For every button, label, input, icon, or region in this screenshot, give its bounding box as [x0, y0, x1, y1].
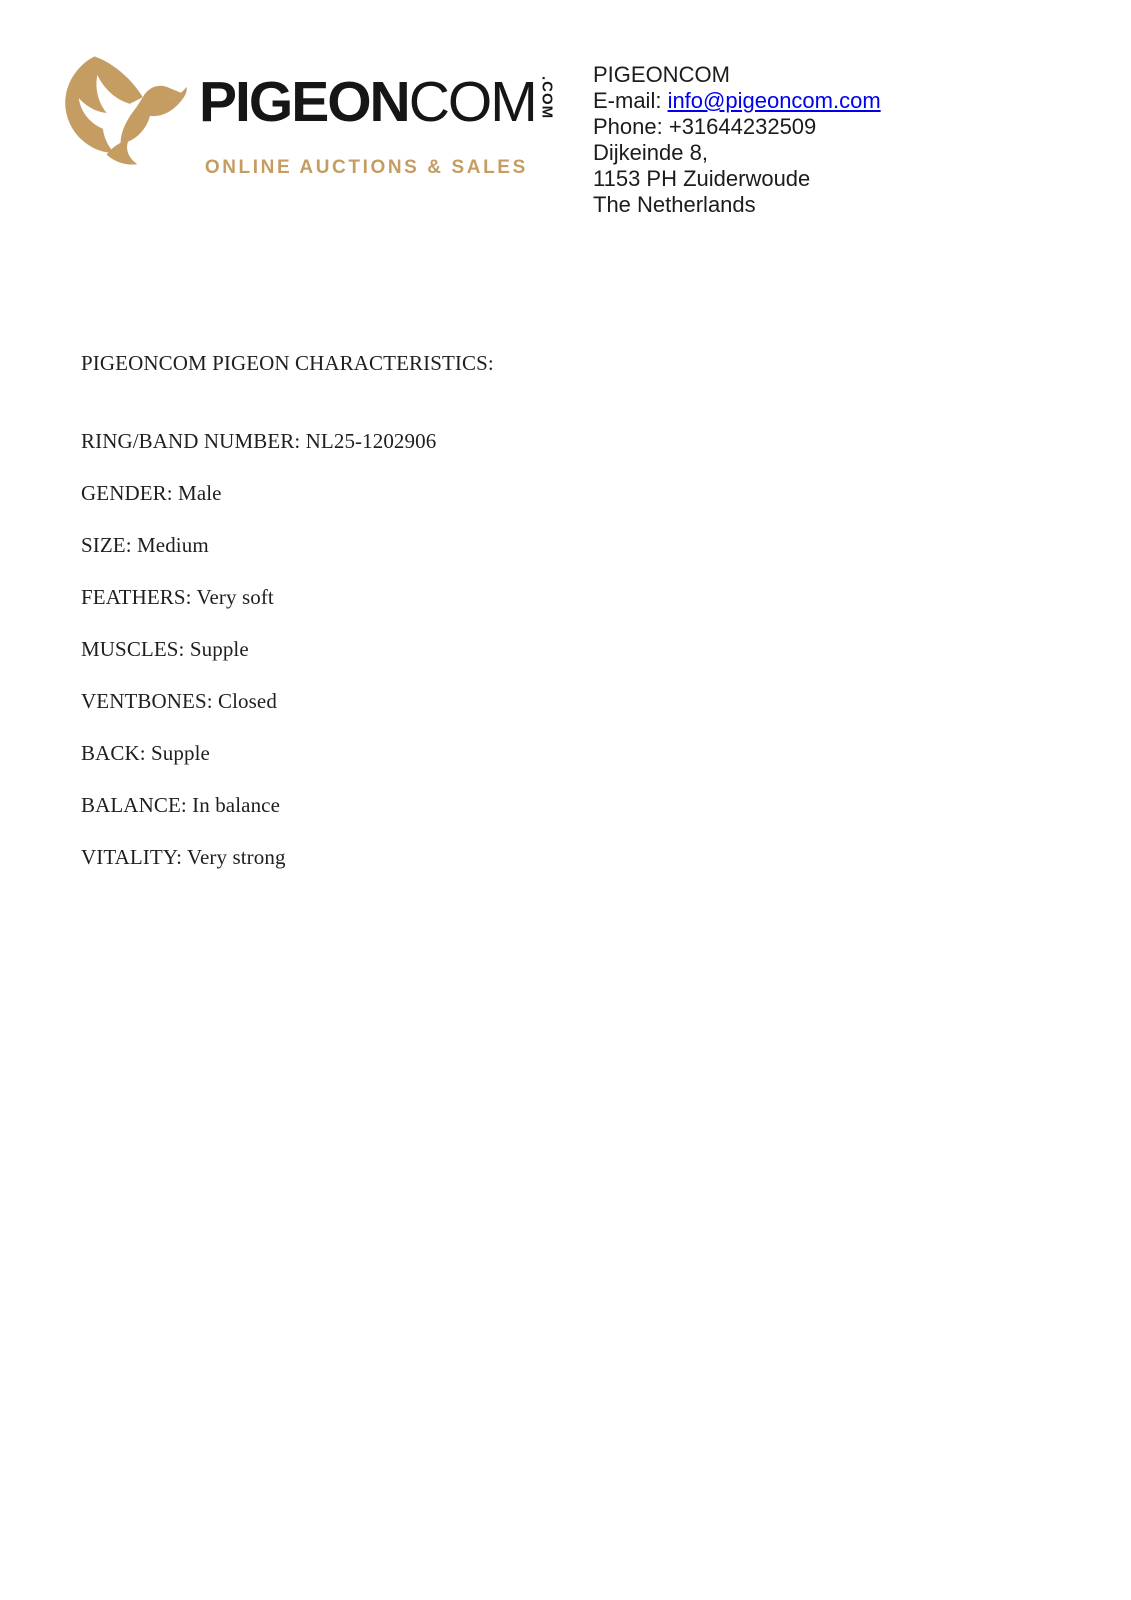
- brand-tagline: ONLINE AUCTIONS & SALES: [204, 157, 528, 178]
- characteristic-vitality: VITALITY: Very strong: [81, 845, 286, 869]
- pigeon-bird-icon: [63, 54, 193, 172]
- characteristic-feathers: FEATHERS: Very soft: [81, 585, 274, 609]
- email-link[interactable]: info@pigeoncom.com: [667, 88, 881, 113]
- contact-block: [593, 62, 881, 218]
- characteristic-muscles: MUSCLES: Supple: [81, 637, 249, 661]
- characteristic-size: SIZE: Medium: [81, 533, 209, 557]
- brand-wordmark: [199, 70, 536, 134]
- brand-wordmark-bold: PIGEON: [199, 70, 409, 134]
- email-label: E-mail:: [593, 88, 668, 113]
- characteristic-gender: GENDER: Male: [81, 481, 222, 505]
- characteristic-ventbones: VENTBONES: Closed: [81, 689, 277, 713]
- brand-tld-vertical: .COM: [538, 76, 556, 120]
- pigeoncom-logo: [63, 54, 556, 179]
- characteristic-balance: BALANCE: In balance: [81, 793, 281, 817]
- contact-address-street: Dijkeinde 8,: [593, 140, 708, 165]
- contact-phone: Phone: +31644232509: [593, 114, 817, 139]
- brand-wordmark-light: COM: [408, 70, 536, 134]
- contact-address-country: The Netherlands: [593, 192, 756, 217]
- document-title: PIGEONCOM PIGEON CHARACTERISTICS:: [81, 351, 494, 375]
- characteristic-ring-band-number: RING/BAND NUMBER: NL25-1202906: [81, 429, 437, 453]
- contact-email-line: [593, 88, 881, 114]
- document-body: [81, 350, 494, 896]
- contact-address-city: 1153 PH Zuiderwoude: [593, 166, 811, 191]
- contact-company: PIGEONCOM: [593, 62, 730, 87]
- characteristic-back: BACK: Supple: [81, 741, 210, 765]
